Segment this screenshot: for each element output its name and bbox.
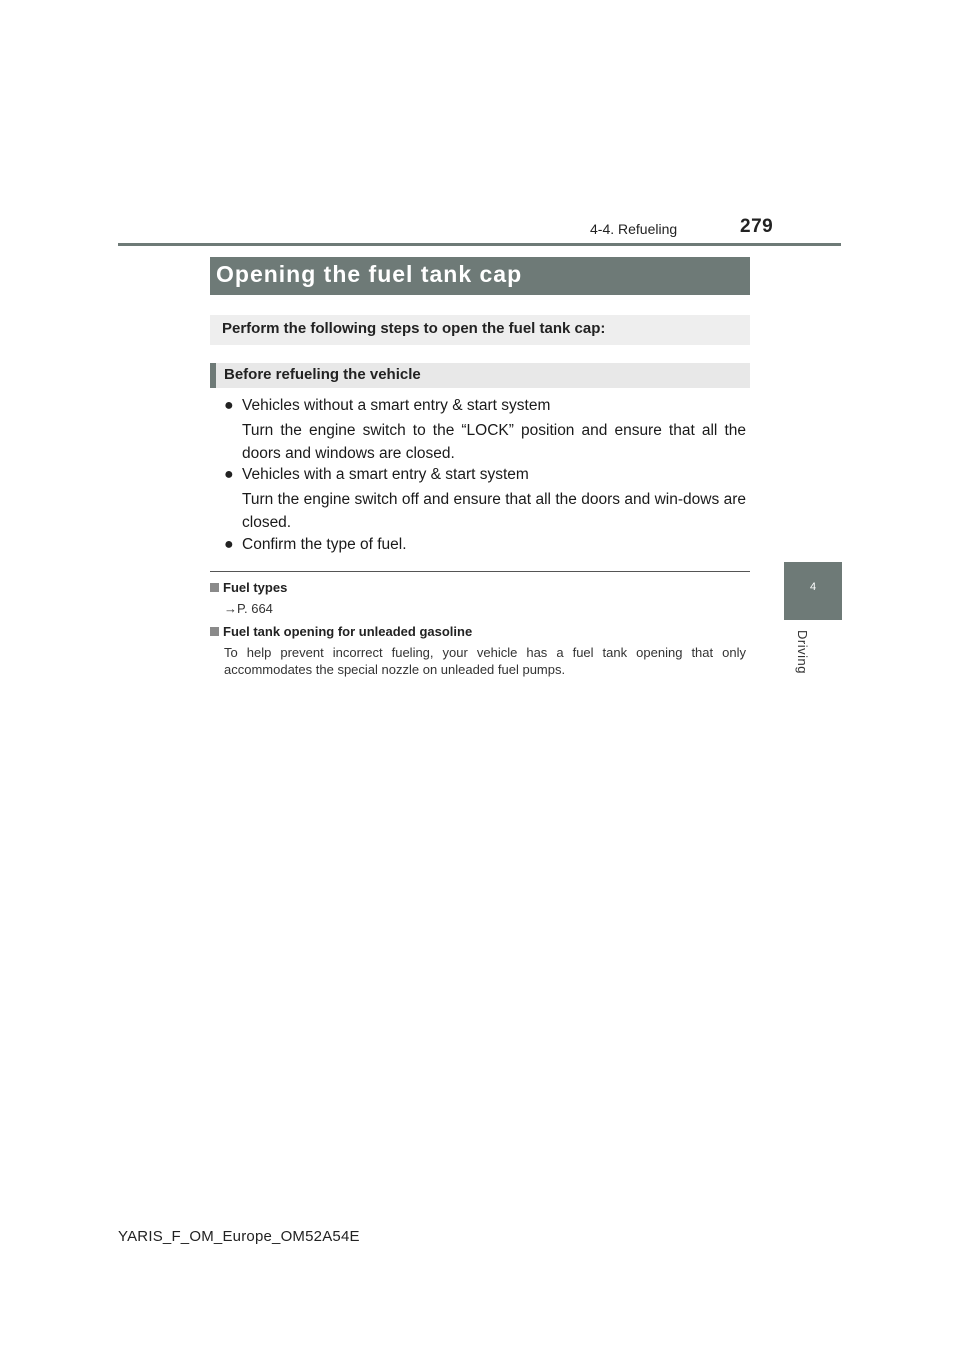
bullet-title: Confirm the type of fuel. xyxy=(242,536,407,553)
info-title-text: Fuel types xyxy=(223,580,288,595)
info-title xyxy=(210,624,472,639)
subheading-text: Before refueling the vehicle xyxy=(224,366,421,383)
info-body: To help prevent incorrect fueling, your vehicle has a fuel tank opening that only accommodates the special nozzle on unleaded fuel pumps. xyxy=(224,645,746,677)
bullet-title: Vehicles with a smart entry & start system xyxy=(242,466,529,483)
info-divider xyxy=(210,571,750,572)
bullet-text: Turn the engine switch off and ensure that all the doors and win-dows are closed. xyxy=(242,491,746,531)
intro-text: Perform the following steps to open the fuel tank cap: xyxy=(222,320,606,337)
info-title xyxy=(210,580,287,595)
header-divider xyxy=(118,243,841,246)
bullet-title: Vehicles without a smart entry & start system xyxy=(242,397,551,414)
bullet-dot-icon: ● xyxy=(224,466,234,483)
info-reference-link[interactable]: →P. 664 xyxy=(224,601,273,616)
footer-code: YARIS_F_OM_Europe_OM52A54E xyxy=(118,1228,360,1245)
subheading-box xyxy=(210,363,750,388)
bullet-dot-icon: ● xyxy=(224,536,234,553)
section-title: 4-4. Refueling xyxy=(590,221,678,237)
page-title-banner xyxy=(210,257,750,295)
intro-box xyxy=(210,315,750,345)
chapter-tab[interactable]: 4 xyxy=(784,562,842,620)
page-title: Opening the fuel tank cap xyxy=(216,261,523,287)
bullet-dot-icon: ● xyxy=(224,397,234,414)
square-bullet-icon xyxy=(210,627,219,636)
bullet-text: Turn the engine switch to the “LOCK” position and ensure that all the doors and windows are closed. xyxy=(242,422,746,462)
square-bullet-icon xyxy=(210,583,219,592)
info-title-text: Fuel tank opening for unleaded gasoline xyxy=(223,624,473,639)
chapter-label: Driving xyxy=(795,630,810,674)
page-number: 279 xyxy=(740,216,774,237)
